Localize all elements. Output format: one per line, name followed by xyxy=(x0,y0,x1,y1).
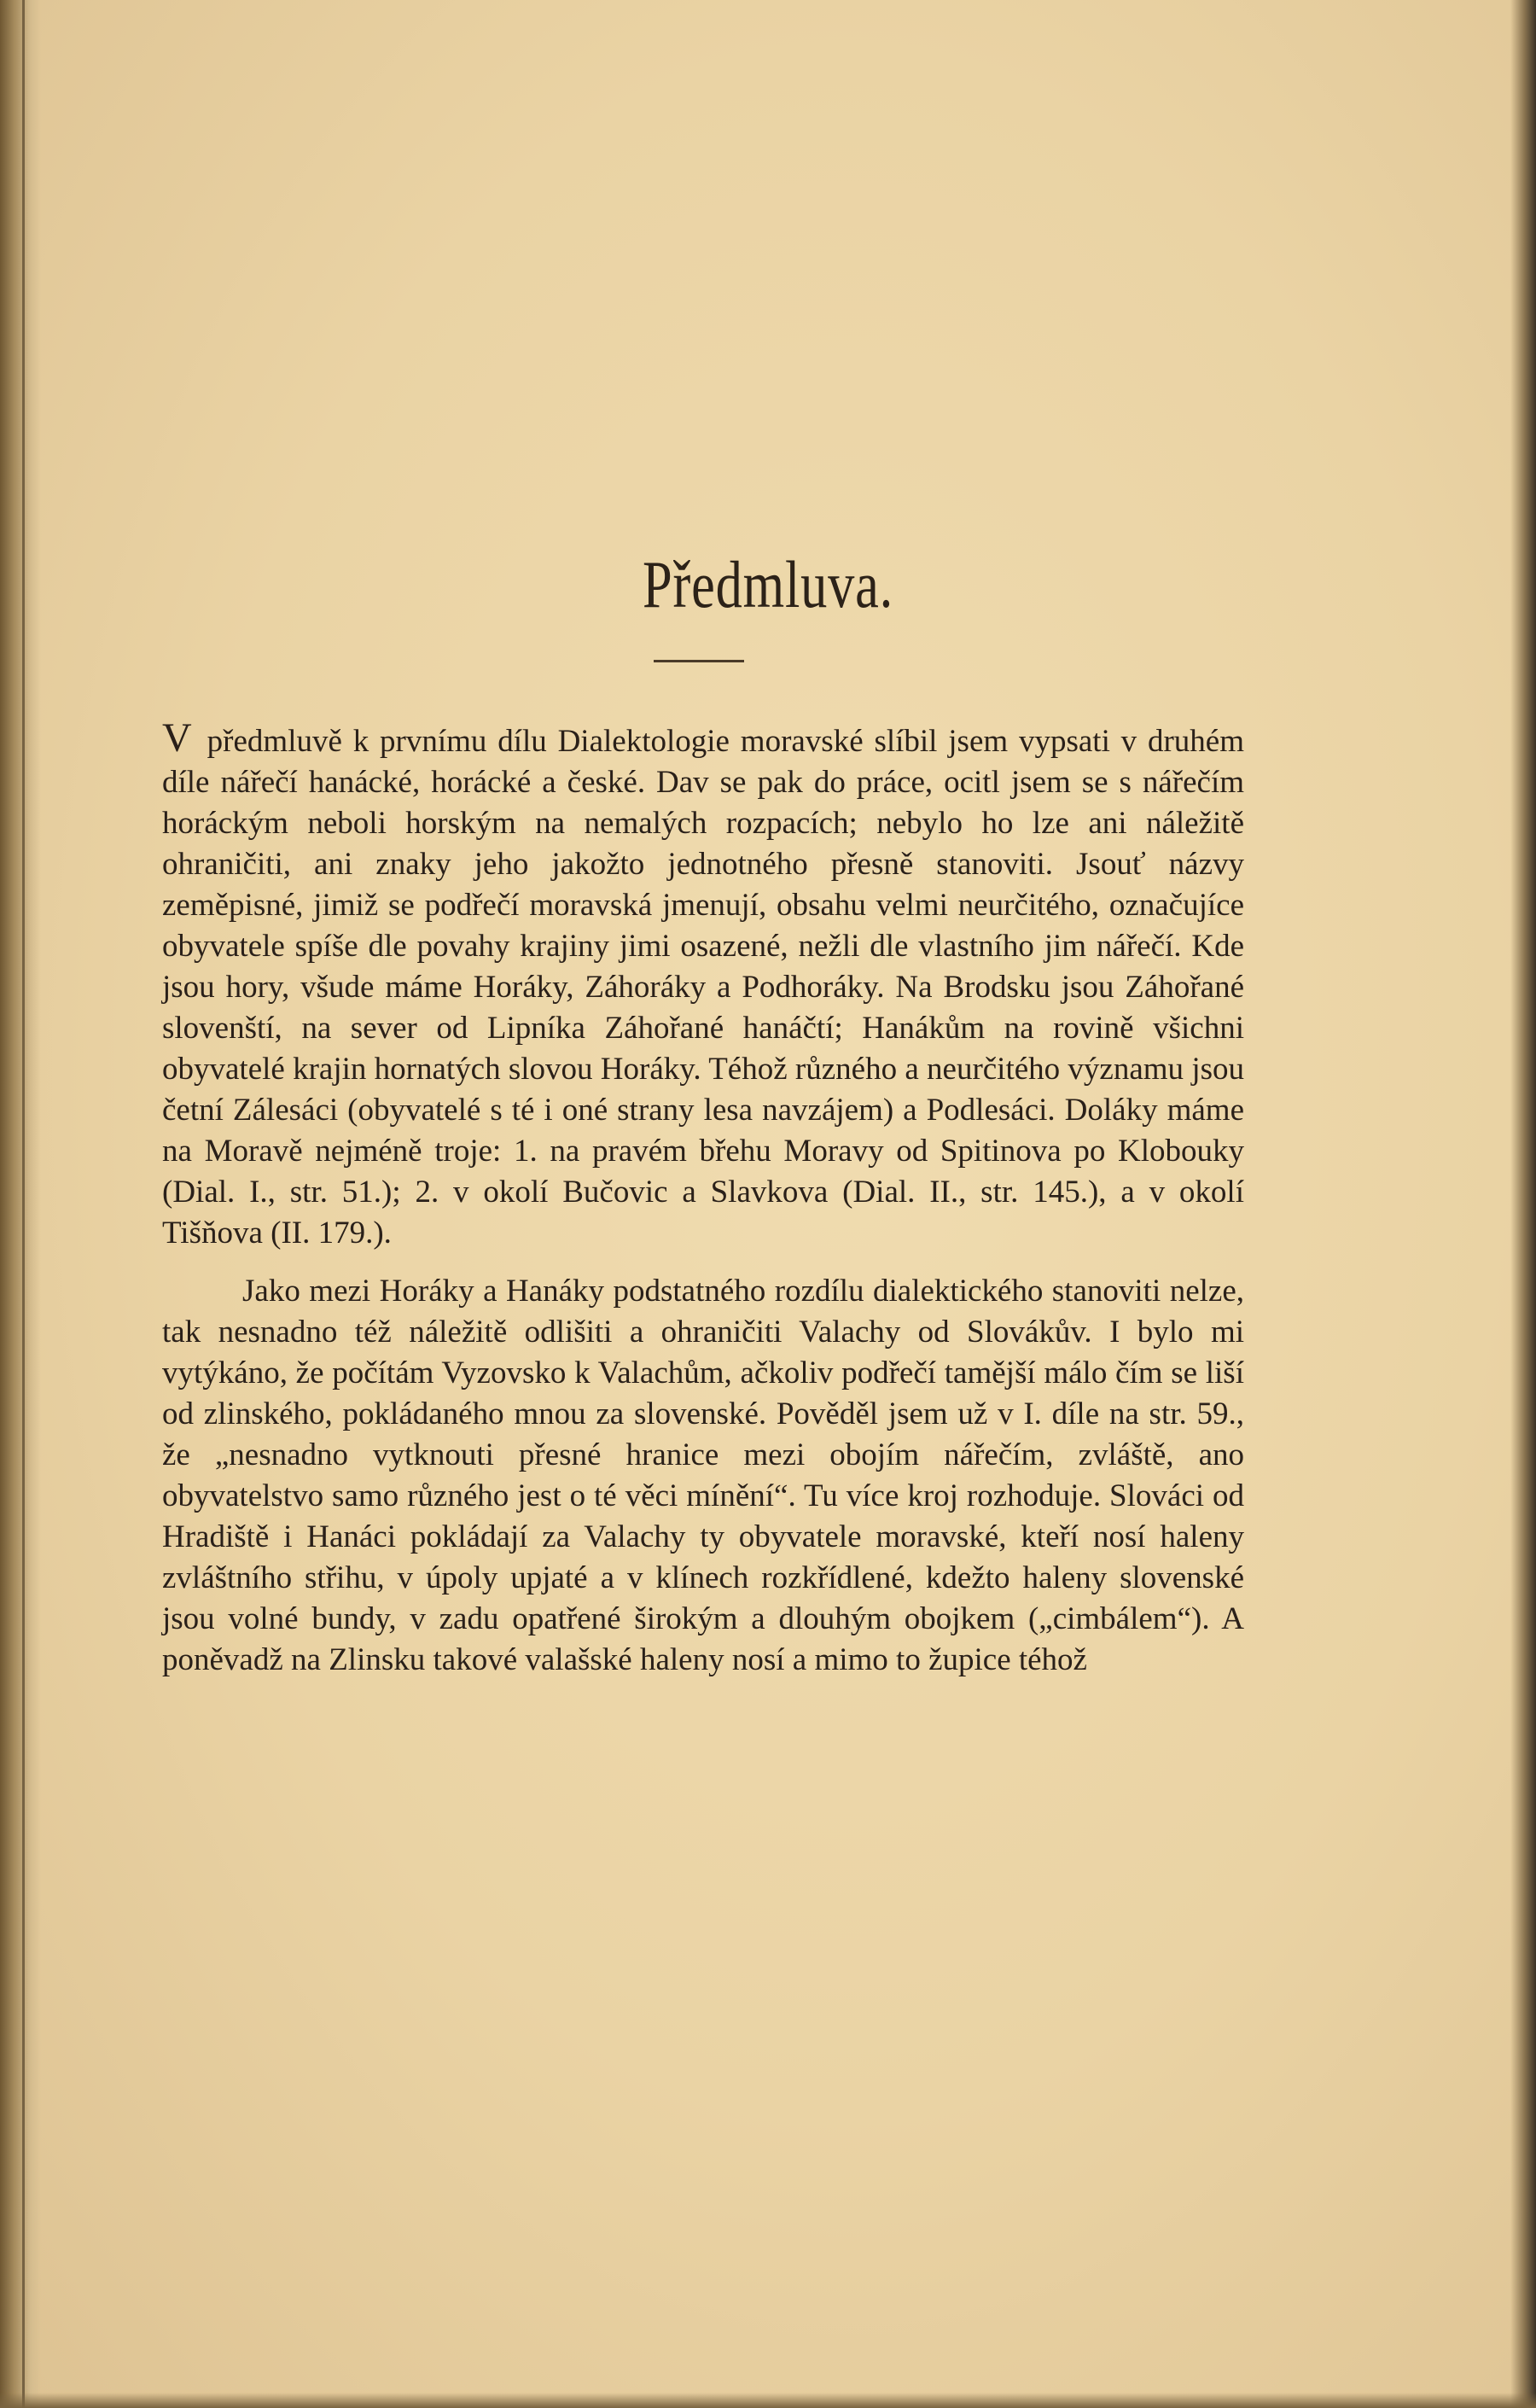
page-title: Předmluva. xyxy=(643,547,893,621)
binding-line xyxy=(22,0,25,2408)
paragraph-2: Jako mezi Horáky a Hanáky podstatného rozdílu dialektického stanoviti nelze, tak nesnadno též náležitě odlišiti a ohraničiti Valachy od Slovákův. I bylo mi vytýkáno, že počítám Vyzovsko k Valachům, ačkoliv podřečí tamější málo čím se liší od zlinského, pokládaného mnou za slovenské. Pověděl jsem už v I. díle na str. 59., že „nesnadno vytknouti přesné hranice mezi obojím nářečím, zvláště, ano obyvatelstvo samo různého jest o té věci mínění“. Tu více kroj rozhoduje. Slováci od Hradiště i Hanáci pokládají za Valachy ty obyvatele moravské, kteří nosí haleny zvláštního střihu, v úpoly upjaté a v klínech rozkřídlené, kdežto haleny slovenské jsou volné bundy, v zadu opatřené širokým a dlouhým obojkem („cimbálem“). A poněvadž na Zlinsku takové valašské haleny nosí a mimo to župice téhož xyxy=(162,1274,1244,1677)
page-edge-shadow xyxy=(1510,0,1536,2408)
book-spine-shadow xyxy=(0,0,41,2408)
drop-cap: V xyxy=(162,715,192,761)
page-bottom-edge xyxy=(0,2393,1536,2408)
paragraph-1 xyxy=(162,715,1244,1254)
paragraph-1-text: předmluvě k prvnímu dílu Dialektologie moravské slíbil jsem vypsati v druhém díle nářečí hanácké, horácké a české. Dav se pak do práce, ocitl jsem se s nářečím horáckým neboli horským na nemalých rozpacích; nebylo ho lze ani náležitě ohraničiti, ani znaky jeho jakožto jednotného přesně stanoviti. Jsouť názvy zeměpisné, jimiž se podřečí moravská jmenují, obsahu velmi neurčitého, označujíce obyvatele spíše dle povahy krajiny jimi osazené, nežli dle vlastního jim nářečí. Kde jsou hory, všude máme Horáky, Záhoráky a Podhoráky. Na Brodsku jsou Záhořané slovenští, na sever od Lipníka Záhořané hanáčtí; Hanákům na rovině všichni obyvatelé krajin hornatých slovou Horáky. Téhož různého a neurčitého významu jsou četní Zálesáci (obyvatelé s té i oné strany lesa navzájem) a Podlesáci. Doláky máme na Moravě nejméně troje: 1. na pravém břehu Moravy od Spitinova po Klobouky (Dial. I., str. 51.); 2. v okolí Bučovic a Slavkova (Dial. II., str. 145.), a v okolí Tišňova (II. 179.). xyxy=(162,724,1244,1251)
body-text xyxy=(162,715,1244,1681)
title-divider xyxy=(654,660,744,662)
